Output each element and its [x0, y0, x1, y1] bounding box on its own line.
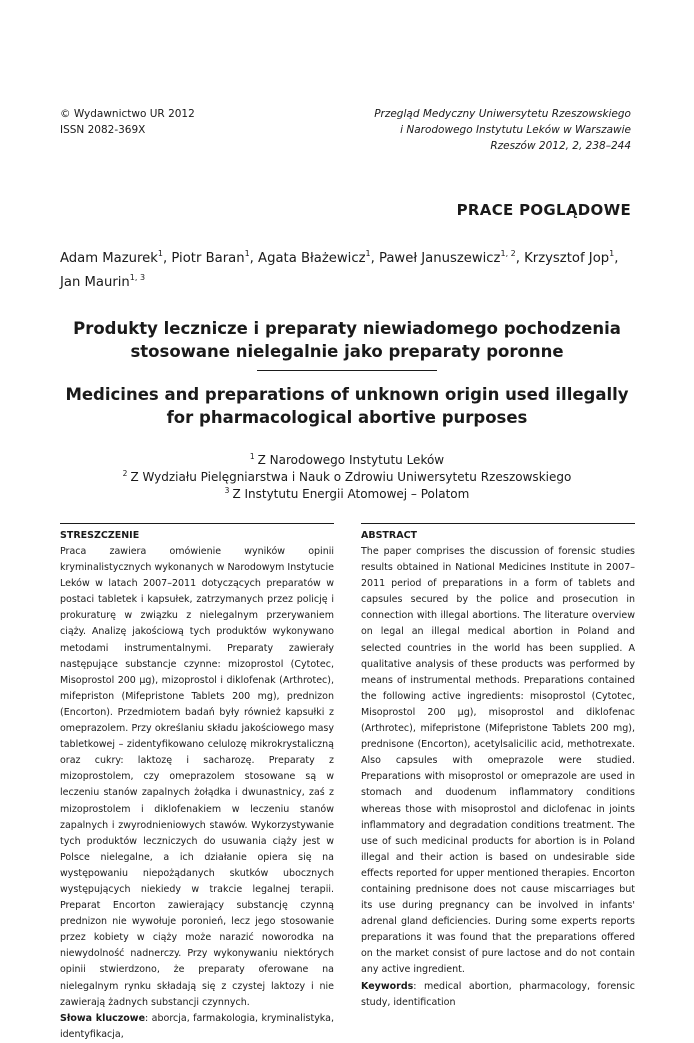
keywords-label: Słowa kluczowe — [60, 1012, 146, 1024]
issn-line: ISSN 2082-369X — [60, 124, 146, 136]
author-affiliation-mark: 1 — [609, 249, 615, 258]
affiliation-number: 2 — [122, 469, 128, 478]
title-divider — [257, 370, 437, 371]
title-english — [60, 383, 634, 429]
affiliation-2 — [60, 469, 634, 486]
streszczenie-column — [60, 523, 334, 1043]
author-name: Krzysztof Jop — [524, 251, 610, 266]
title-english-line2: for pharmacological abortive purposes — [166, 408, 528, 427]
streszczenie-heading: STRESZCZENIE — [60, 530, 140, 541]
journal-citation-block — [374, 106, 631, 154]
affiliation-number: 1 — [249, 452, 255, 461]
author-name: Agata Błażewicz — [258, 251, 366, 266]
author-affiliation-mark: 1, 2 — [500, 249, 516, 258]
affiliation-number: 3 — [224, 486, 230, 495]
affiliation-text: Z Wydziału Pielęgniarstwa i Nauk o Zdrowiu Uniwersytetu Rzeszowskiego — [130, 470, 572, 484]
author-name: Adam Mazurek — [60, 251, 158, 266]
affiliation-text: Z Narodowego Instytutu Leków — [257, 453, 445, 467]
keywords-text: : aborcja, farmakologia, kryminalistyka, identyfikacja, — [60, 1012, 334, 1040]
author-name: Paweł Januszewicz — [378, 251, 501, 266]
author-affiliation-mark: 1, 3 — [129, 273, 146, 282]
author-list: Adam Mazurek$^1$, Piotr Baran$^1$, Agata Błażewicz$^1$, Paweł Januszewicz$^{1, 2}$, Krzysztof Jop$^1$, Jan Maurin$^{1, 3}$ — [60, 249, 619, 290]
journal-name-line2: i Narodowego Instytutu Leków w Warszawie — [400, 124, 631, 136]
journal-name-line1: Przegląd Medyczny Uniwersytetu Rzeszowskiego — [374, 108, 631, 120]
copyright-line: © Wydawnictwo UR 2012 — [60, 108, 195, 120]
journal-publisher-block — [60, 106, 195, 138]
keywords-label: Keywords — [361, 980, 414, 992]
streszczenie-body: Praca zawiera omówienie wyników opinii kryminalistycznych wykonanych w Narodowym Instytucie Leków w latach 2007–2011 dotyczących preparatów w postaci tabletek i kapsułek, zatrzymanych przez policję i prokuraturę w związku z nielegalnym przerywaniem ciąży. Analizę jakościową tych produktów wykonywano metodami instrumentalnymi. Preparaty zawierały następujące substancje czynne: mizoprostol (Cytotec, Misoprostol 200 μg), mizoprostol i diklofenak (Arthrotec), mifepriston (Mifepristone Tablets 200 mg), prednizon (Encorton). Przedmiotem badań były również kapsułki z omeprazolem. Przy określaniu składu jakościowego masy tabletkowej – zidentyfikowano celulozę mikrokrystaliczną oraz cukry: laktozę i sacharozę. Preparaty z mizoprostolem, czy omeprazolem stosowane są w leczeniu stanów zapalnych żołądka i dwunastnicy, zaś z mizoprostolem i diklofenakiem w leczeniu stanów zapalnych i zwyrodnieniowych stawów. Wykorzystywanie tych produktów leczniczych do usuwania ciąży jest w Polsce nielegalne, a ich działanie opiera się na występowaniu niepożądanych skutków ubocznych występujących niekiedy w trakcie legalnej terapii. Preparat Encorton zawierający substancję czynną prednizon nie wywołuje poronień, lecz jego stosowanie przez kobiety w ciąży może narazić noworodka na niewydolność nadnerczy. Przy wykonywaniu niektórych opinii stwierdzono, że preparaty oferowane na nielegalnym rynku składają się z czystej laktozy i nie zawierają żadnych substancji czynnych. — [60, 546, 334, 1008]
title-polish-line2: stosowane nielegalnie jako preparaty poronne — [130, 342, 564, 361]
affiliation-1 — [60, 452, 634, 469]
author-name: Jan Maurin — [60, 275, 130, 290]
abstract-keywords — [361, 979, 635, 1011]
author-affiliation-mark: 1 — [157, 249, 163, 258]
abstract-column — [361, 523, 635, 1011]
streszczenie-keywords — [60, 1011, 334, 1043]
affiliation-text: Z Instytutu Energii Atomowej – Polatom — [232, 487, 470, 501]
keywords-text: : medical abortion, pharmacology, forensic study, identification — [361, 980, 635, 1008]
title-polish — [60, 317, 634, 363]
affiliation-3 — [60, 486, 634, 503]
section-label: PRACE POGLĄDOWE — [456, 201, 631, 219]
journal-issue-line: Rzeszów 2012, 2, 238–244 — [490, 140, 631, 152]
title-english-line1: Medicines and preparations of unknown origin used illegally — [65, 385, 629, 404]
column-rule — [60, 523, 334, 524]
author-name: Piotr Baran — [171, 251, 245, 266]
abstract-body: The paper comprises the discussion of forensic studies results obtained in National Medicines Institute in 2007–2011 period of preparations in a form of tablets and capsules secured by the police and prosecution in connection with illegal abortions. The literature overview on legal an illegal medical abortion in Poland and selected countries in the world has been supplied. A qualitative analysis of these products was performed by means of instrumental methods. Preparations contained the following active ingredients: misoprostol (Cytotec, Misoprostol 200 μg), misoprostol and diklofenac (Arthrotec), mifepristone (Mifepristone Tablets 200 mg), prednisone (Encorton), acetylsalicilic acid, methotrexate. Also capsules with omeprazole were studied. Preparations with misoprostol or omeprazole are used in stomach and duodenum inflammatory conditions whereas those with misoprostol and diclofenac in joints inflammatory and degradation conditions treatment. The use of such medicinal products for abortion is in Poland illegal and their action is based on undesirable side effects reported for upper mentioned therapies. Encorton containing prednisone does not cause miscarriages but its use during pregnancy can be involved in infants' adrenal gland deficiencies. During some experts reports preparations it was found that the preparations offered on the market consist of pure lactose and do not contain any active ingredient. — [361, 546, 635, 976]
title-polish-line1: Produkty lecznicze i preparaty niewiadomego pochodzenia — [73, 319, 621, 338]
abstract-heading: ABSTRACT — [361, 530, 418, 541]
author-affiliation-mark: 1 — [365, 249, 371, 258]
column-rule — [361, 523, 635, 524]
author-affiliation-mark: 1 — [244, 249, 250, 258]
